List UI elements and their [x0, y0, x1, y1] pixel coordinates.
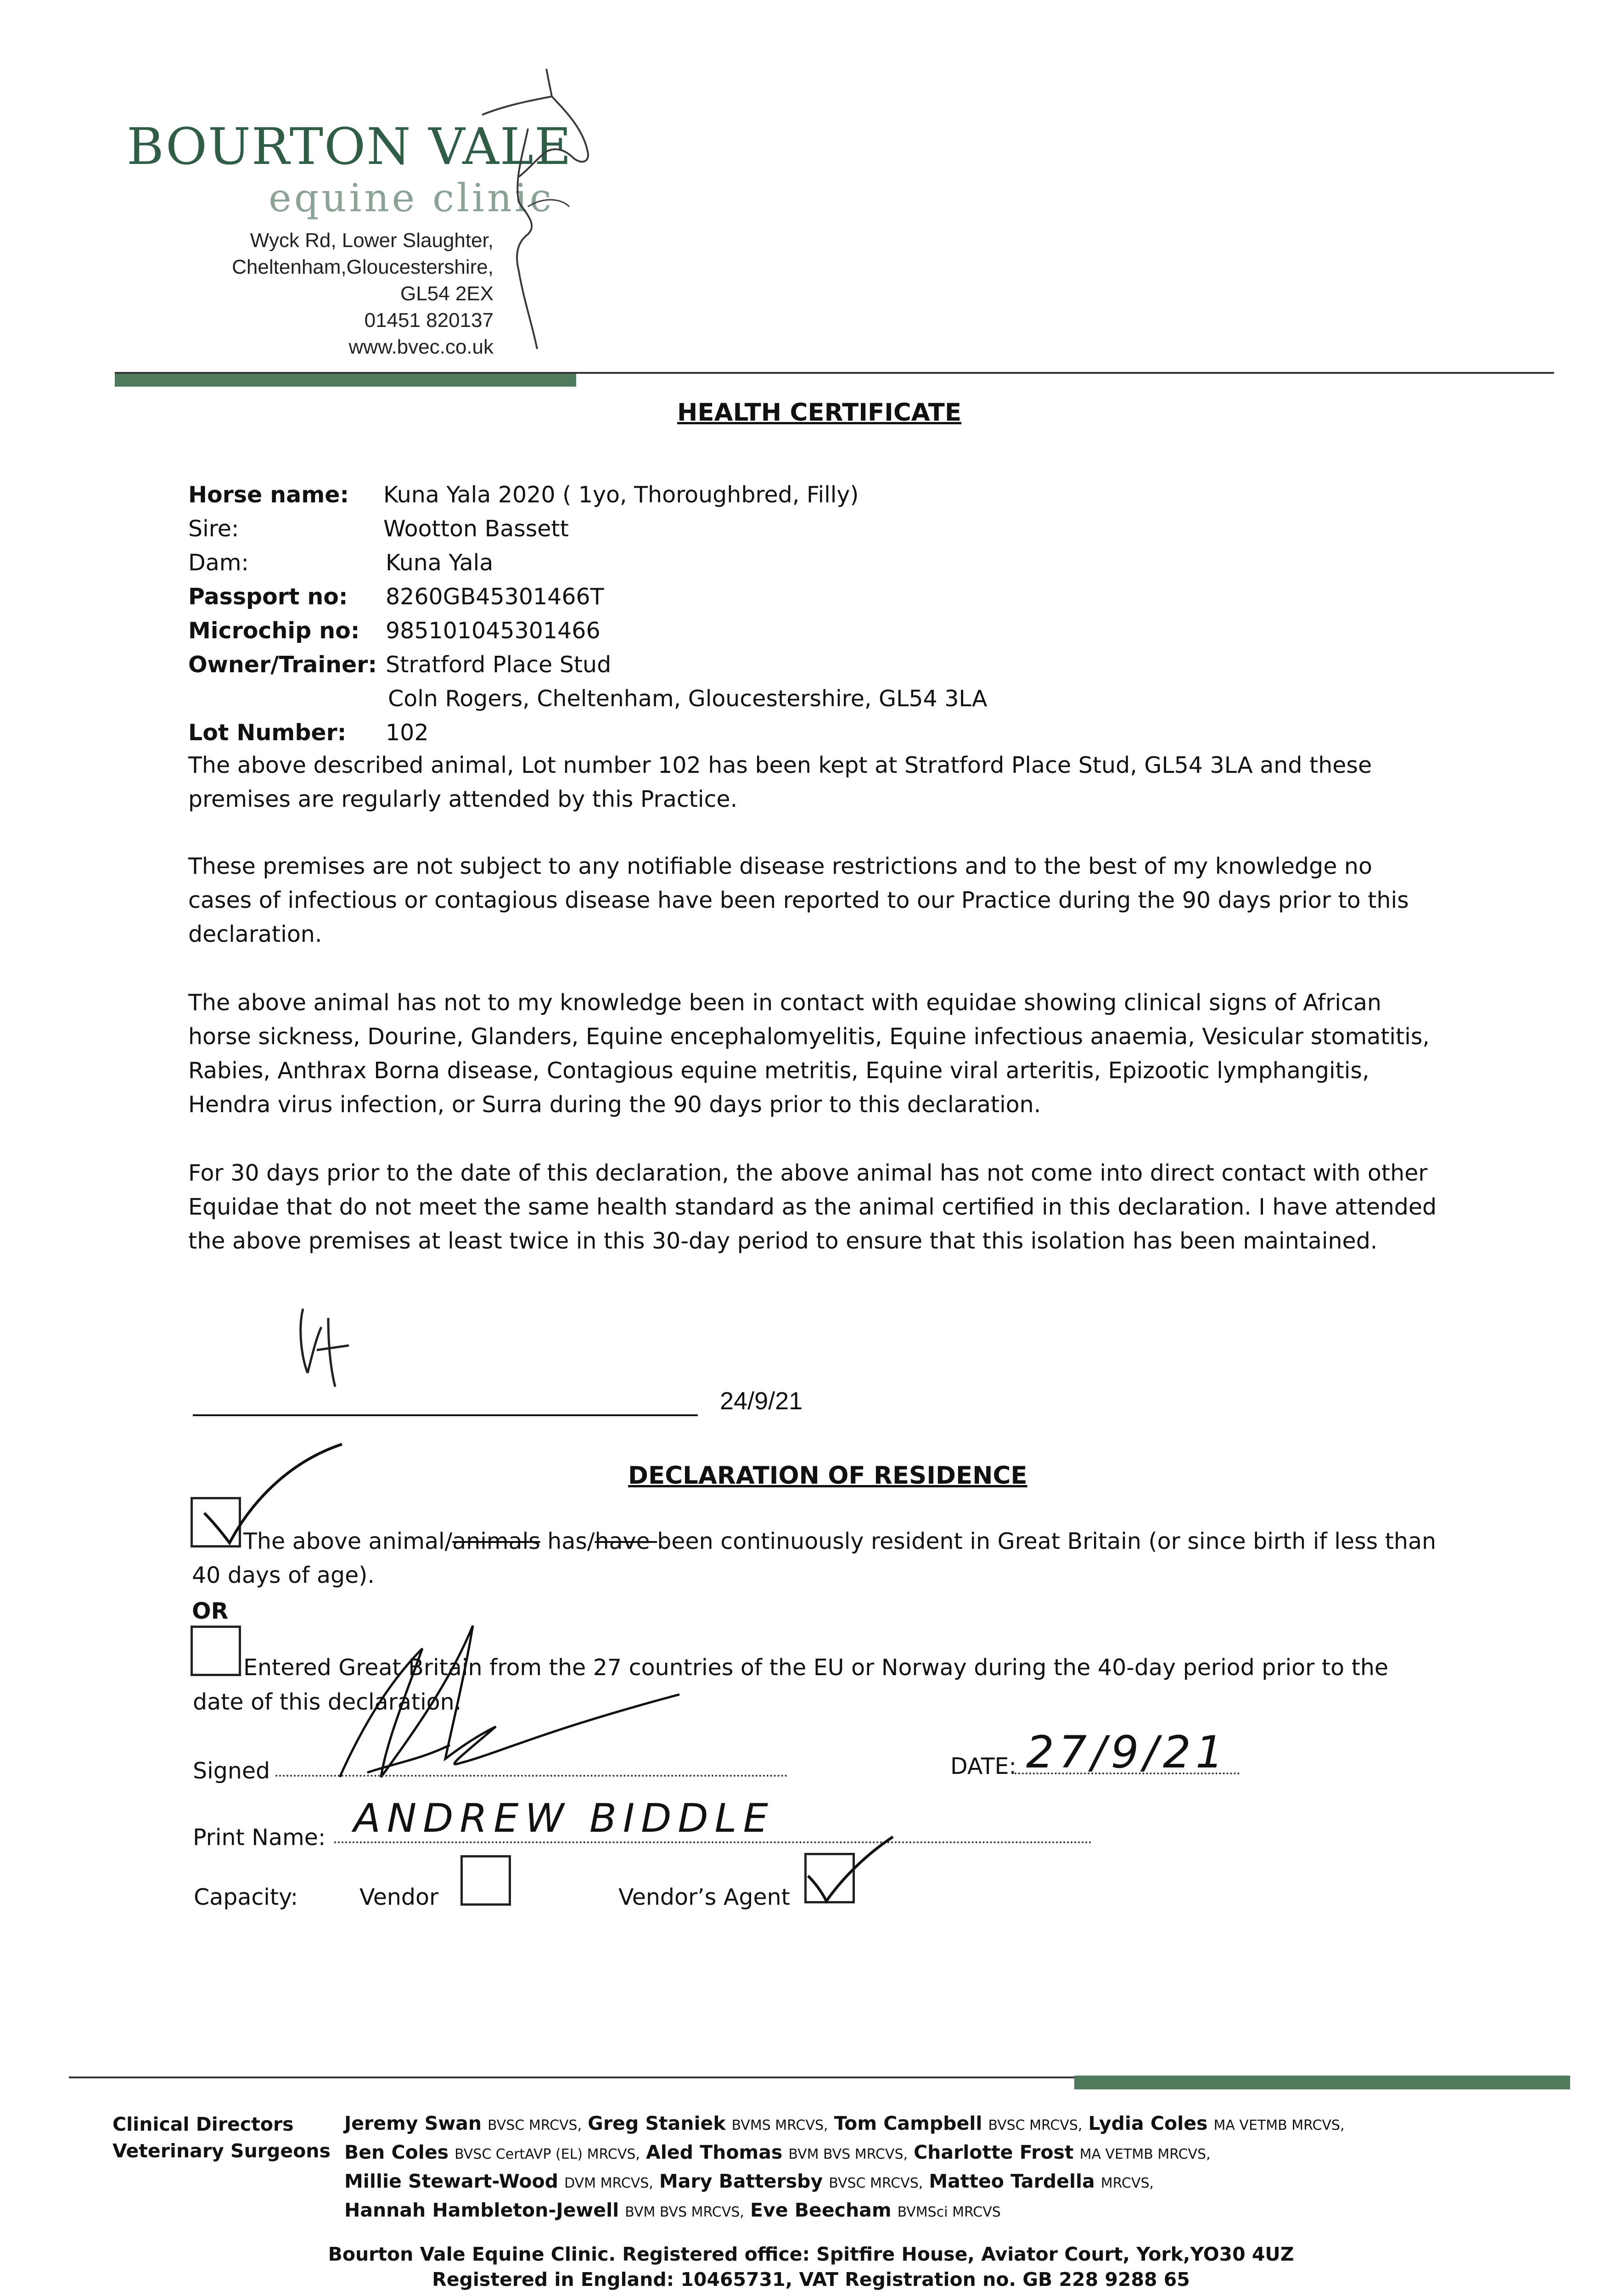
staff-quals: BVM BVS MRCVS, — [788, 2146, 908, 2162]
entered-gb-checkbox[interactable] — [191, 1626, 241, 1676]
detail-label: Sire: — [188, 515, 239, 542]
directors-label: Clinical Directors — [112, 2113, 294, 2135]
entered-option-text: Entered Great Britain from the 27 countries of the EU or Norway during the 40-day period prior to the — [243, 1654, 1389, 1681]
vendor-agent-label: Vendor’s Agent — [618, 1884, 790, 1910]
resident-text-a: The above animal/ — [243, 1528, 453, 1554]
staff-line — [344, 2197, 1561, 2226]
date-label: DATE: — [950, 1753, 1016, 1779]
certificate-title: HEALTH CERTIFICATE — [677, 399, 962, 427]
paragraph-isolation: For 30 days prior to the date of this declaration, the above animal has not come into direct contact with other Equidae that do not meet the same health standard as the animal certified in this declaration. I have attended the above premises at least twice in this 30-day period to ensure that this isolation has been maintained. — [188, 1160, 1437, 1254]
detail-row — [188, 478, 1474, 512]
address-line: Cheltenham,Gloucestershire, — [232, 256, 494, 278]
staff-quals: BVSC MRCVS, — [829, 2175, 923, 2191]
handwritten-print-name: ANDREW BIDDLE — [354, 1795, 775, 1841]
staff-name: Mary Battersby — [659, 2170, 823, 2192]
resident-text-b: has/ — [540, 1528, 595, 1554]
vet-signature-line — [193, 1414, 698, 1416]
staff-name: Aled Thomas — [646, 2141, 783, 2163]
staff-name: Eve Beecham — [750, 2199, 892, 2221]
resident-text-c: been continuously resident in Great Britain (or since birth if less than — [657, 1528, 1437, 1554]
detail-label: Lot Number: — [188, 719, 347, 746]
clinic-subtitle: equine clinic — [269, 175, 554, 220]
surgeons-label: Veterinary Surgeons — [112, 2140, 331, 2162]
paragraph-premises: The above described animal, Lot number 102 has been kept at Stratford Place Stud, GL54 3LA and these premises are regularly attended by this Practice. — [188, 752, 1372, 812]
detail-label: Passport no: — [188, 583, 348, 610]
staff-name: Hannah Hambleton-Jewell — [344, 2199, 619, 2221]
struck-word: animals — [452, 1528, 540, 1554]
staff-quals: BVM BVS MRCVS, — [625, 2204, 744, 2220]
header-bar-thick — [115, 373, 576, 387]
detail-value: Kuna Yala 2020 ( 1yo, Thoroughbred, Filly) — [383, 481, 859, 508]
resident-option-line2: 40 days of age). — [192, 1562, 375, 1588]
resident-option-text — [243, 1525, 1483, 1559]
registration-details: Registered in England: 10465731, VAT Registration no. GB 228 9288 65 — [432, 2268, 1190, 2290]
staff-quals: MA VETMB MRCVS, — [1213, 2117, 1345, 2133]
handwritten-date: 27/9/21 — [1026, 1727, 1229, 1778]
detail-row — [188, 512, 1474, 546]
address-line: Wyck Rd, Lower Slaughter, — [250, 229, 494, 252]
vendor-label: Vendor — [359, 1884, 439, 1910]
or-label: OR — [192, 1598, 229, 1624]
website: www.bvec.co.uk — [348, 336, 494, 358]
detail-value: 8260GB45301466T — [386, 583, 604, 610]
paragraph-disease-restrictions: These premises are not subject to any notifiable disease restrictions and to the best of my knowledge no cases of infectious or contagious disease have been reported to our Practice during the 90 days prior to this declaration. — [188, 853, 1409, 947]
staff-name: Matteo Tardella — [929, 2170, 1095, 2192]
detail-label: Owner/Trainer: — [188, 651, 377, 678]
entered-option-line2: date of this declaration. — [193, 1689, 462, 1715]
header-rule — [115, 372, 1554, 374]
vendor-agent-checkmark-icon — [801, 1832, 898, 1910]
horse-details — [188, 478, 1474, 749]
staff-quals: DVM MRCVS, — [564, 2175, 653, 2191]
staff-name: Lydia Coles — [1088, 2112, 1208, 2134]
detail-row — [188, 613, 1474, 647]
staff-name: Charlotte Frost — [914, 2141, 1074, 2163]
staff-name: Millie Stewart-Wood — [344, 2170, 559, 2192]
staff-quals: BVSC CertAVP (EL) MRCVS, — [455, 2146, 640, 2162]
detail-value: Wootton Bassett — [383, 515, 569, 542]
struck-word: have — [595, 1528, 657, 1554]
detail-row — [188, 647, 1474, 681]
capacity-label: Capacity: — [194, 1884, 298, 1910]
clinic-address — [156, 227, 494, 360]
vet-signature-icon — [285, 1300, 363, 1405]
registered-office: Bourton Vale Equine Clinic. Registered office: Spitfire House, Aviator Court, York,YO30 4UZ — [328, 2243, 1294, 2265]
staff-list — [344, 2110, 1561, 2226]
detail-value: 102 — [386, 719, 429, 746]
print-name-line[interactable] — [334, 1841, 1092, 1843]
staff-name: Greg Staniek — [588, 2112, 726, 2134]
staff-quals: BVMS MRCVS, — [731, 2117, 828, 2133]
clinic-name: BOURTON VALE — [127, 117, 572, 176]
footer-bar-thick — [1074, 2076, 1570, 2089]
staff-name: Tom Campbell — [834, 2112, 982, 2134]
staff-quals: MA VETMB MRCVS, — [1079, 2146, 1211, 2162]
agent-signature-icon — [312, 1607, 725, 1800]
vendor-checkbox[interactable] — [460, 1855, 511, 1906]
detail-value: Coln Rogers, Cheltenham, Gloucestershire, GL54 3LA — [388, 685, 988, 712]
staff-quals: BVSC MRCVS, — [488, 2117, 582, 2133]
detail-value: 985101045301466 — [386, 617, 601, 644]
detail-row — [188, 546, 1474, 580]
detail-label: Horse name: — [188, 481, 349, 508]
paragraph-clinical-signs: The above animal has not to my knowledge been in contact with equidae showing clinical signs of African horse sickness, Dourine, Glanders, Equine encephalomyelitis, Equine infectious anaemia, Vesicular stomatitis, Rabies, Anthrax Borna disease, Contagious equine metritis, Equine viral arteritis, Epizootic lymphangitis, Hendra virus infection, or Surra during the 90 days prior to this declaration. — [188, 990, 1430, 1118]
signed-label: Signed — [193, 1758, 270, 1784]
detail-value: Stratford Place Stud — [386, 651, 612, 678]
staff-quals: MRCVS, — [1100, 2175, 1154, 2191]
staff-line — [344, 2110, 1561, 2139]
staff-quals: BVSC MRCVS, — [988, 2117, 1083, 2133]
address-line: GL54 2EX — [400, 282, 494, 305]
detail-label: Dam: — [188, 549, 249, 576]
signed-line[interactable] — [275, 1775, 787, 1777]
staff-name: Ben Coles — [344, 2141, 449, 2163]
detail-row — [188, 580, 1474, 613]
phone-number: 01451 820137 — [364, 309, 494, 332]
print-name-label: Print Name: — [193, 1824, 326, 1851]
staff-name: Jeremy Swan — [344, 2112, 482, 2134]
vet-signature-date: 24/9/21 — [720, 1387, 803, 1415]
staff-line — [344, 2168, 1561, 2197]
detail-value: Kuna Yala — [386, 549, 494, 576]
detail-label: Microchip no: — [188, 617, 360, 644]
staff-quals: BVMSci MRCVS — [897, 2204, 1001, 2220]
detail-row — [188, 681, 1474, 715]
detail-row — [188, 715, 1474, 749]
residence-title: DECLARATION OF RESIDENCE — [628, 1462, 1027, 1490]
staff-line — [344, 2139, 1561, 2168]
